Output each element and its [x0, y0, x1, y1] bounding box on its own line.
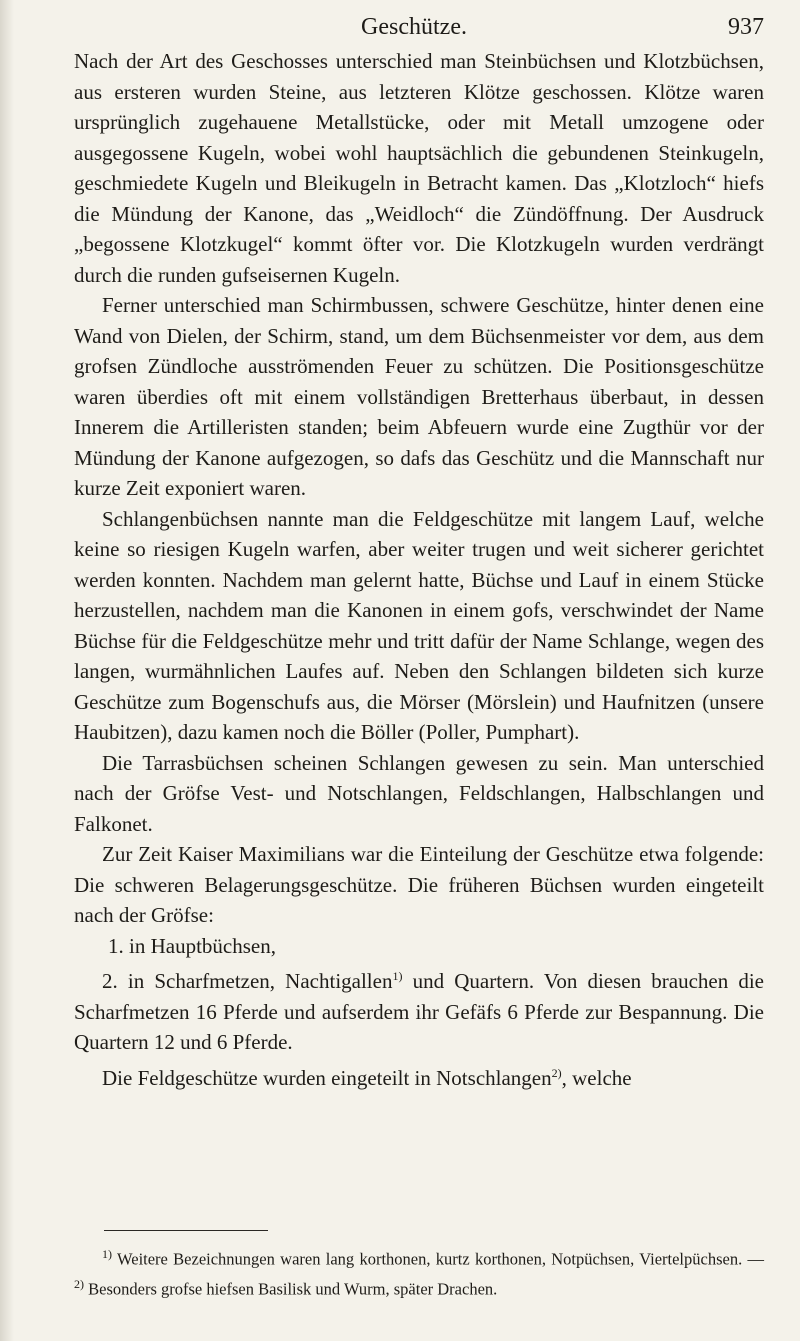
- list-item-1: 1. in Hauptbüchsen,: [108, 933, 276, 958]
- page-edge-shadow: [0, 0, 14, 1341]
- paragraph-6-text-a: Die Feldgeschütze wurden eingeteilt in Notschlangen: [102, 1065, 552, 1090]
- paragraph-6: [74, 1058, 764, 1094]
- paragraph-2: Ferner unterschied man Schirmbussen, schwere Geschütze, hinter denen eine Wand von Dielen, der Schirm, stand, um dem Büchsenmeister vor dem, aus dem grofsen Zündloche ausströmenden Feuer zu schützen. Die Positionsgeschütze waren überdies oft mit einem vollständigen Bretterhaus überbaut, in dessen Innerem die Artilleristen standen; beim Abfeuern wurde eine Zugthür vor der Mündung der Kanone aufgezogen, so dafs das Geschütz und die Mannschaft nur kurze Zeit exponiert waren.: [74, 293, 764, 500]
- paragraph-3: Schlangenbüchsen nannte man die Feldgeschütze mit langem Lauf, welche keine so riesigen Kugeln warfen, aber weiter trugen und weit sicherer gerichtet werden konnten. Nachdem man gelernt hatte, Büchse und Lauf in einem Stücke herzustellen, nachdem man die Kanonen in einem gofs, verschwindet der Name Büchse für die Feldgeschütze mehr und tritt dafür der Name Schlange, wegen des langen, wurmähnlichen Laufes auf. Neben den Schlangen bildeten sich kurze Geschütze zum Bogenschufs aus, die Mörser (Mörslein) und Haufnitzen (unsere Haubitzen), dazu kamen noch die Böller (Poller, Pumphart).: [74, 506, 764, 744]
- footnote-ref-2[interactable]: 2): [551, 1065, 562, 1080]
- paragraph-6-text-b: , welche: [561, 1065, 632, 1090]
- footnote-ref-1[interactable]: 1): [392, 969, 403, 983]
- page-number: 937: [728, 14, 764, 40]
- body-text: [74, 46, 764, 1093]
- footnote-2: Besonders grofse hiefsen Basilisk und Wurm, später Drachen.: [84, 1279, 498, 1298]
- footnote-marker-1: 1): [102, 1247, 112, 1261]
- footnote-text: [74, 1242, 764, 1301]
- footnote-1: Weitere Bezeichnungen waren lang korthonen, kurtz korthonen, Notpüchsen, Viertelpüchsen. —: [112, 1249, 764, 1269]
- header-title: Geschütze.: [361, 14, 467, 40]
- paragraph-5: Zur Zeit Kaiser Maximilians war die Einteilung der Geschütze etwa folgende: Die schweren Belagerungsgeschütze. Die früheren Büchsen wurden eingeteilt nach der Gröfse:: [74, 842, 764, 927]
- running-header: [64, 10, 764, 44]
- paragraph-4: Die Tarrasbüchsen scheinen Schlangen gewesen zu sein. Man unterschied nach der Gröfse Vest- und Notschlangen, Feldschlangen, Halbschlangen und Falkonet.: [74, 750, 764, 836]
- footnote-divider: [104, 1230, 268, 1231]
- list-item-2-text-b: und Quartern. Von diesen brauchen die Scharfmetzen 16 Pferde und aufserdem ihr Gefäfs 6 Pferde zur Bespannung. Die Quartern 12 und 6 Pferde.: [74, 969, 764, 1054]
- list-item-2: [74, 961, 764, 1058]
- footnotes: [74, 1242, 764, 1301]
- footnote-marker-2: 2): [74, 1276, 84, 1291]
- paragraph-1: Nach der Art des Geschosses unterschied man Steinbüchsen und Klotzbüchsen, aus ersteren wurden Steine, aus letzteren Klötze geschossen. Klötze waren ursprünglich zugehauene Metallstücke, oder mit Metall umzogene oder ausgegossene Kugeln, wobei wohl hauptsächlich die gebundenen Steinkugeln, geschmiedete Kugeln und Bleikugeln in Betracht kamen. Das „Klotzloch“ hiefs die Mündung der Kanone, das „Weidloch“ die Zündöffnung. Der Ausdruck „begossene Klotzkugel“ kommt öfter vor. Die Klotzkugeln wurden verdrängt durch die runden gufseisernen Kugeln.: [74, 49, 764, 287]
- list-item-2-text-a: 2. in Scharfmetzen, Nachtigallen: [102, 969, 393, 993]
